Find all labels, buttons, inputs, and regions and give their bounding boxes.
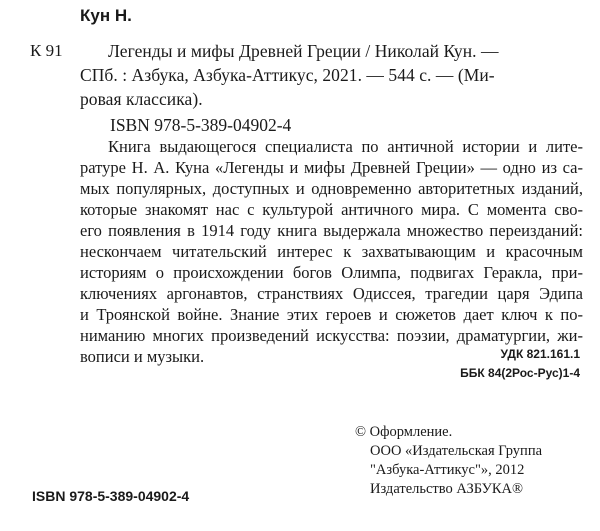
annotation-line: и Троянской войне. Знание этих героев и сюжетов дает ключ к по- xyxy=(80,305,583,324)
bibliography-line: Легенды и мифы Древней Греции / Николай Кун. — xyxy=(108,41,499,61)
annotation-line: ратуре Н. А. Куна «Легенды и мифы Древней Греции» — одно из са- xyxy=(80,158,583,177)
annotation-line: ниманию многих произведений искусства: поэзии, драматургии, жи- xyxy=(80,326,583,345)
isbn-bottom: ISBN 978-5-389-04902-4 xyxy=(32,488,190,504)
isbn-top: ISBN 978-5-389-04902-4 xyxy=(110,115,292,135)
bibliography-line: ровая классика). xyxy=(80,89,203,109)
annotation-line: историям о происхождении богов Олимпа, подвигах Геракла, при- xyxy=(80,263,583,282)
copyright-line: ООО «Издательская Группа xyxy=(370,443,543,459)
copyright-line: Издательство АЗБУКА® xyxy=(370,481,524,497)
annotation-line: нескончаем читательский интерес к захватывающим и красочным xyxy=(80,242,583,261)
annotation-line: вописи и музыки. xyxy=(80,347,205,366)
copyright-line: "Азбука-Аттикус"», 2012 xyxy=(370,462,525,478)
bbk-code: ББК 84(2Рос-Рус)1-4 xyxy=(460,366,580,380)
copyright-line: © Оформление. xyxy=(355,424,453,440)
annotation-line: Книга выдающегося специалиста по античной истории и лите- xyxy=(108,137,583,156)
udk-code: УДК 821.161.1 xyxy=(500,347,580,361)
annotation-line: мых популярных, доступных и одновременно авторитетных изданий, xyxy=(80,179,583,198)
author-name: Кун Н. xyxy=(80,6,132,25)
library-code: К 91 xyxy=(30,41,63,60)
annotation-line: которые знакомят нас с культурой античного мира. С момента сво- xyxy=(80,200,583,219)
annotation-line: его появления в 1914 году книга выдержала множество переизданий: xyxy=(80,221,583,240)
bibliography-line: СПб. : Азбука, Азбука-Аттикус, 2021. — 544 с. — (Ми- xyxy=(80,65,495,85)
annotation-line: ключениях аргонавтов, странствиях Одиссея, трагедии царя Эдипа xyxy=(80,284,583,303)
